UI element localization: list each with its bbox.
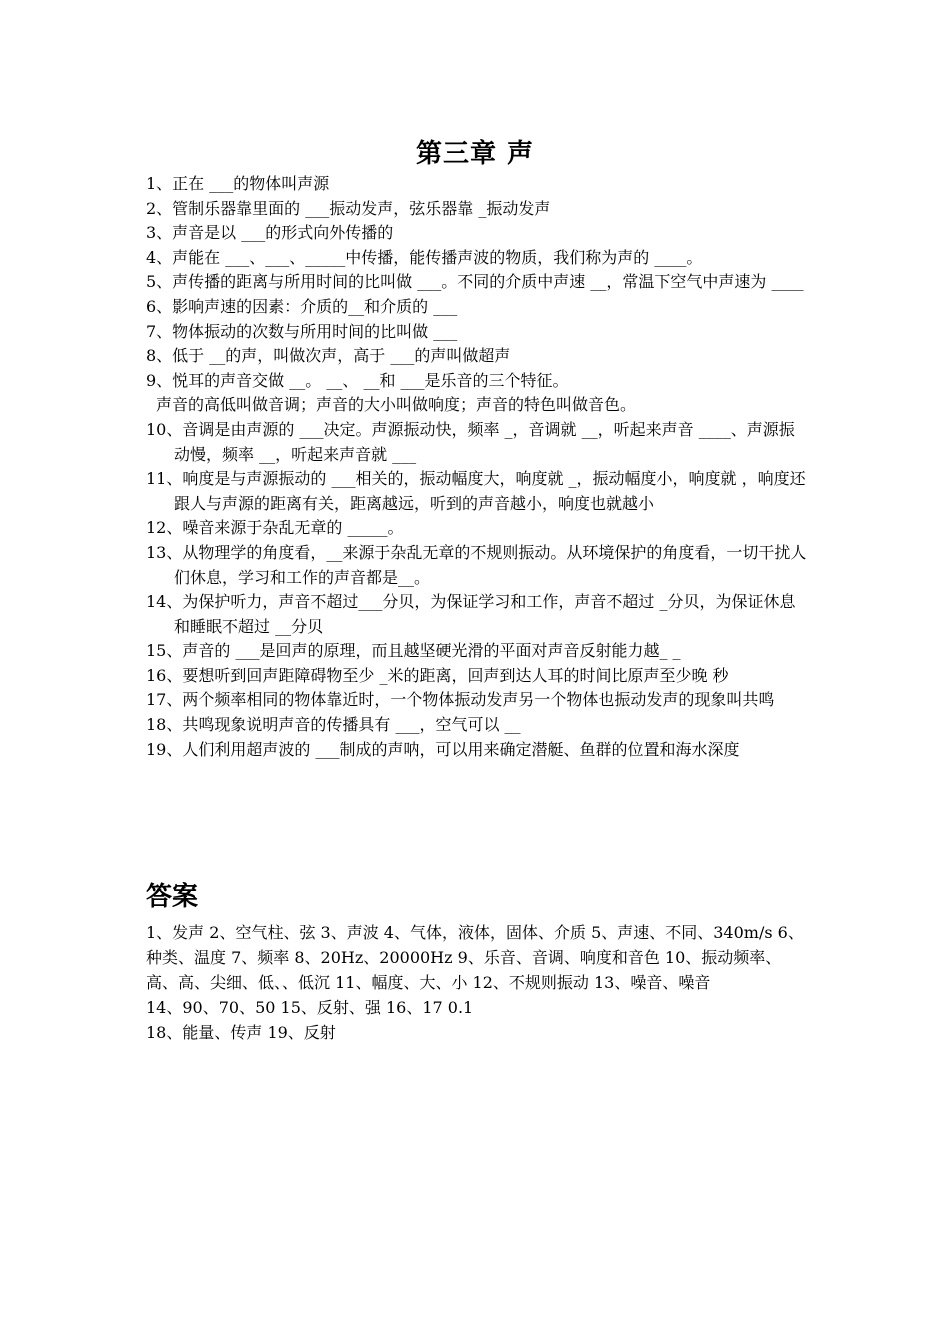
question-item: 11、响度是与声源振动的 ___相关的，振动幅度大，响度就 _，振动幅度小，响度就 ，响度还跟人与声源的距离有关，距离越远，听到的声音越小，响度也就越小 <box>146 469 806 513</box>
answer-line: 高、高、尖细、低、、低沉 11、幅度、大、小 12、不规则振动 13、噪音、噪音 <box>146 973 711 992</box>
question-item: 2、管制乐器靠里面的 ___振动发声，弦乐器靠 _振动发声 <box>146 198 551 218</box>
question-item: 6、影响声速的因素：介质的__和介质的 ___ <box>146 296 458 316</box>
answer-line: 种类、温度 7、频率 8、20Hz、20000Hz 9、乐音、音调、响度和音色 10、振动频率、 <box>146 948 782 967</box>
question-item: 9、悦耳的声音交做 __。 __、 __和 ___是乐音的三个特征。 <box>146 370 569 390</box>
question-note: 声音的高低叫做音调；声音的大小叫做响度；声音的特色叫做音色。 <box>156 395 637 415</box>
answer-line: 14、90、70、50 15、反射、强 16、17 0.1 <box>146 998 474 1017</box>
question-item: 14、为保护听力，声音不超过___分贝，为保证学习和工作，声音不超过 _分贝，为保证休息和睡眠不超过 __分贝 <box>146 592 796 636</box>
question-item: 5、声传播的距离与所用时间的比叫做 ___。不同的介质中声速 __，常温下空气中声速为 ____ <box>146 272 804 292</box>
question-item: 8、低于 __的声，叫做次声，高于 ___的声叫做超声 <box>146 346 511 366</box>
question-item: 15、声音的 ___是回声的原理，而且越坚硬光滑的平面对声音反射能力越_ _ <box>146 641 681 661</box>
question-item: 4、声能在 ___、___、_____中传播，能传播声波的物质，我们称为声的 ____。 <box>146 247 703 267</box>
question-item: 1、正在 ___的物体叫声源 <box>146 174 330 193</box>
answer-line: 18、能量、传声 19、反射 <box>146 1023 336 1042</box>
question-item: 3、声音是以 ___的形式向外传播的 <box>146 223 394 243</box>
chapter-title: 第三章 声 <box>415 139 535 169</box>
question-item: 17、两个频率相同的物体靠近时，一个物体振动发声另一个物体也振动发声的现象叫共鸣 <box>146 690 775 710</box>
answers-block <box>146 920 810 1045</box>
question-item: 13、从物理学的角度看，__来源于杂乱无章的不规则振动。从环境保护的角度看，一切干扰人们休息，学习和工作的声音都是__。 <box>146 542 807 587</box>
answers-heading: 答案 <box>146 882 199 912</box>
question-item: 10、音调是由声源的 ___决定。声源振动快，频率 _，音调就 __，听起来声音 ____、声源振动慢，频率 __，听起来声音就 ___ <box>146 419 795 464</box>
question-item: 12、噪音来源于杂乱无章的 _____。 <box>146 518 404 538</box>
question-item: 18、共鸣现象说明声音的传播具有 ___，空气可以 __ <box>146 715 521 735</box>
answer-line: 1、发声 2、空气柱、弦 3、声波 4、气体，液体，固体、介质 5、声速、不同、340m/s 6、 <box>146 923 804 942</box>
question-item: 16、要想听到回声距障碍物至少 _米的距离，回声到达人耳的时间比原声至少晚 秒 <box>146 665 729 685</box>
question-list <box>146 172 810 762</box>
question-item: 19、人们利用超声波的 ___制成的声呐，可以用来确定潜艇、鱼群的位置和海水深度 <box>146 739 740 759</box>
question-item: 7、物体振动的次数与所用时间的比叫做 ___ <box>146 321 458 341</box>
